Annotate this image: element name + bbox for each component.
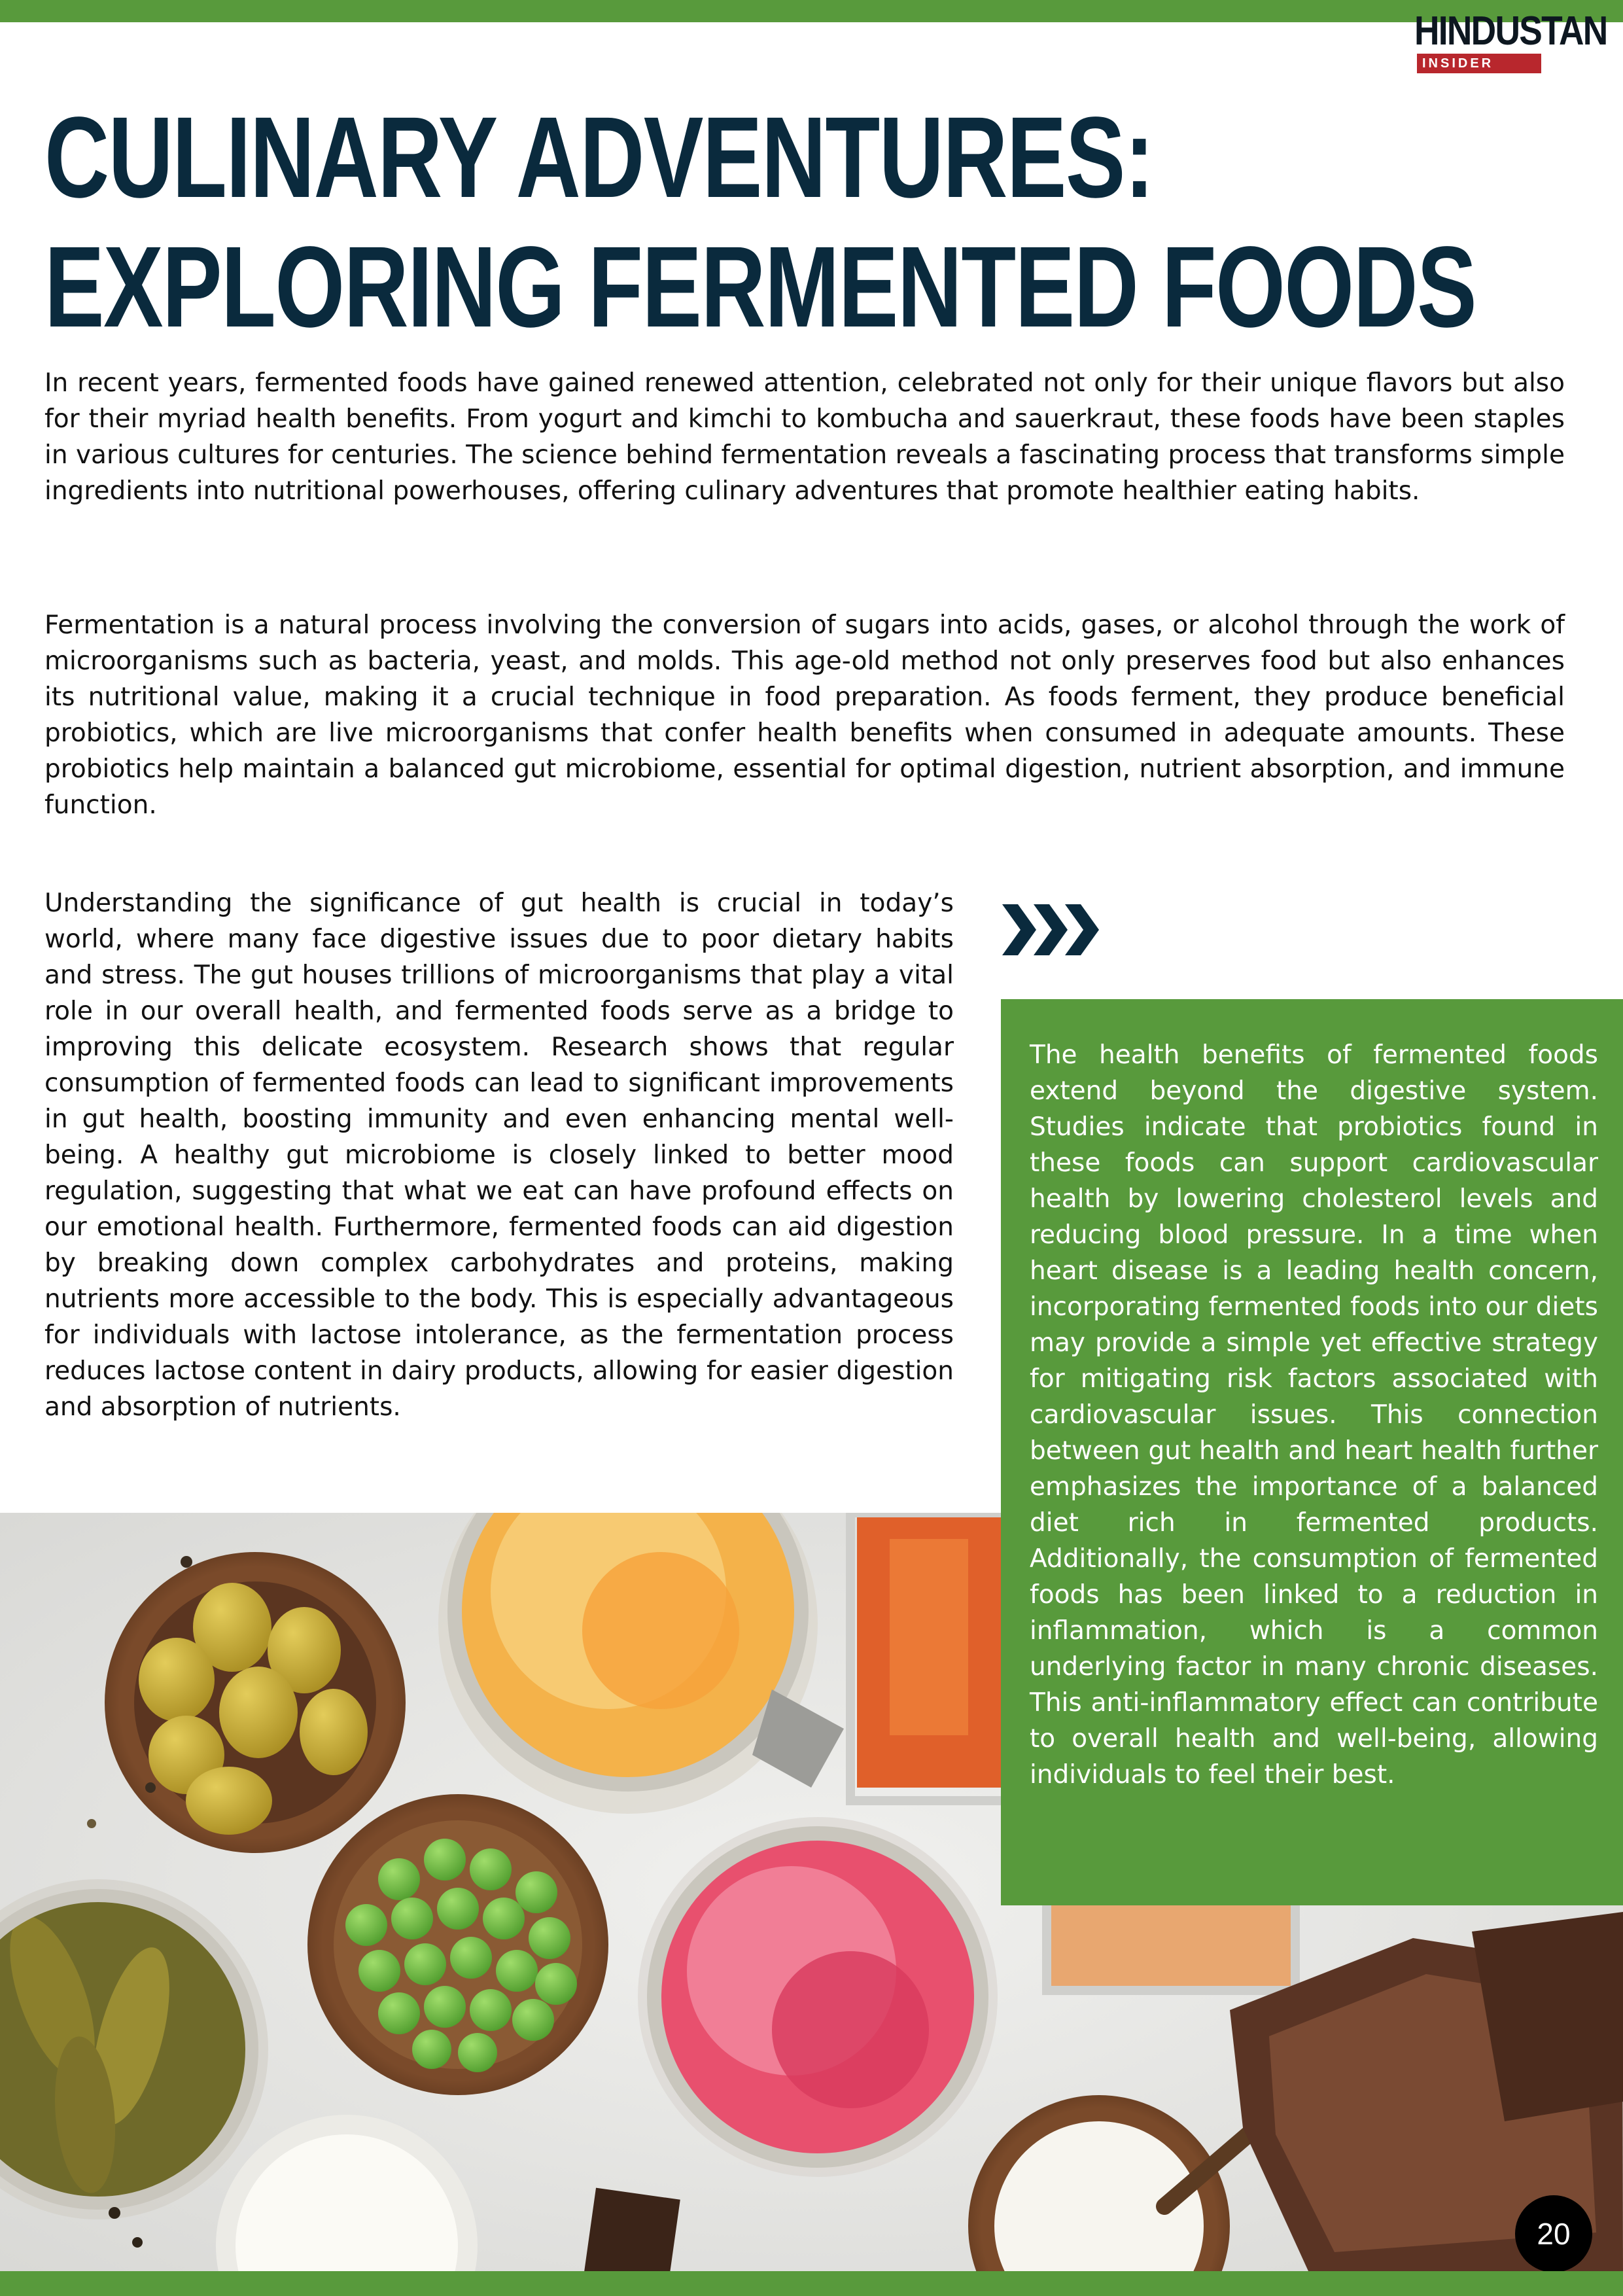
logo-wordmark: HINDUSTAN [1414, 9, 1607, 54]
bottom-accent-bar [0, 2271, 1623, 2296]
top-accent-bar [0, 0, 1623, 22]
title-line-2: EXPLORING FERMENTED FOODS [44, 223, 1476, 351]
article-title [44, 93, 1476, 352]
triple-chevron-icon [1000, 902, 1104, 961]
title-line-1: CULINARY ADVENTURES: [44, 94, 1154, 222]
gut-health-paragraph: Understanding the significance of gut health is crucial in today’s world, where many face digestive issues due to poor dietary habits and stress. The gut houses trillions of microorganisms that play a vital role in our overall health, and fermented foods serve as a bridge to improving this delicate ecosystem. Research shows that regular consumption of fermented foods can lead to significant improvements in gut health, boosting immunity and even enhancing mental well-being. A healthy gut microbiome is closely linked to better mood regulation, suggesting that what we eat can have profound effects on our emotional health. Furthermore, fermented foods can aid digestion by breaking down complex carbohydrates and proteins, making nutrients more accessible to the body. This is especially advantageous for individuals with lactose intolerance, as the fermentation process reduces lactose content in dairy products, allowing for easier digestion and absorption of nutrients. [44, 889, 954, 1422]
page-number: 20 [1515, 2195, 1592, 2272]
health-benefits-callout [1001, 999, 1623, 1905]
publication-logo [1414, 8, 1611, 76]
fermentation-paragraph: Fermentation is a natural process involving the conversion of sugars into acids, gases, or alcohol through the work of microorganisms such as bacteria, yeast, and molds. This age-old method not only preserves food but also enhances its nutritional value, making it a crucial technique in food preparation. As foods ferment, they produce beneficial probiotics, which are live microorganisms that confer health benefits when consumed in adequate amounts. These probiotics help maintain a balanced gut microbiome, essential for optimal digestion, nutrient absorption, and immune function. [44, 610, 1565, 820]
intro-paragraph: In recent years, fermented foods have gained renewed attention, celebrated not only for their unique flavors but also for their myriad health benefits. From yogurt and kimchi to kombucha and sauerkraut, these foods have been staples in various cultures for centuries. The science behind fermentation reveals a fascinating process that transforms simple ingredients into nutritional powerhouses, offering culinary adventures that promote healthier eating habits. [44, 368, 1565, 506]
logo-subtitle: INSIDER [1417, 54, 1541, 73]
callout-text: The health benefits of fermented foods extend beyond the digestive system. Studies indicate that probiotics found in these foods can support cardiovascular health by lowering cholesterol levels and reducing blood pressure. In a time when heart disease is a leading health concern, incorporating fermented foods into our diets may provide a simple yet effective strategy for mitigating risk factors associated with cardiovascular issues. This connection between gut health and heart health further emphasizes the importance of a balanced diet rich in fermented products. Additionally, the consumption of fermented foods has been linked to a reduction in inflammation, which is a common underlying factor in many chronic diseases. This anti-inflammatory effect can contribute to overall health and well-being, allowing individuals to feel their best. [1030, 1040, 1598, 1790]
